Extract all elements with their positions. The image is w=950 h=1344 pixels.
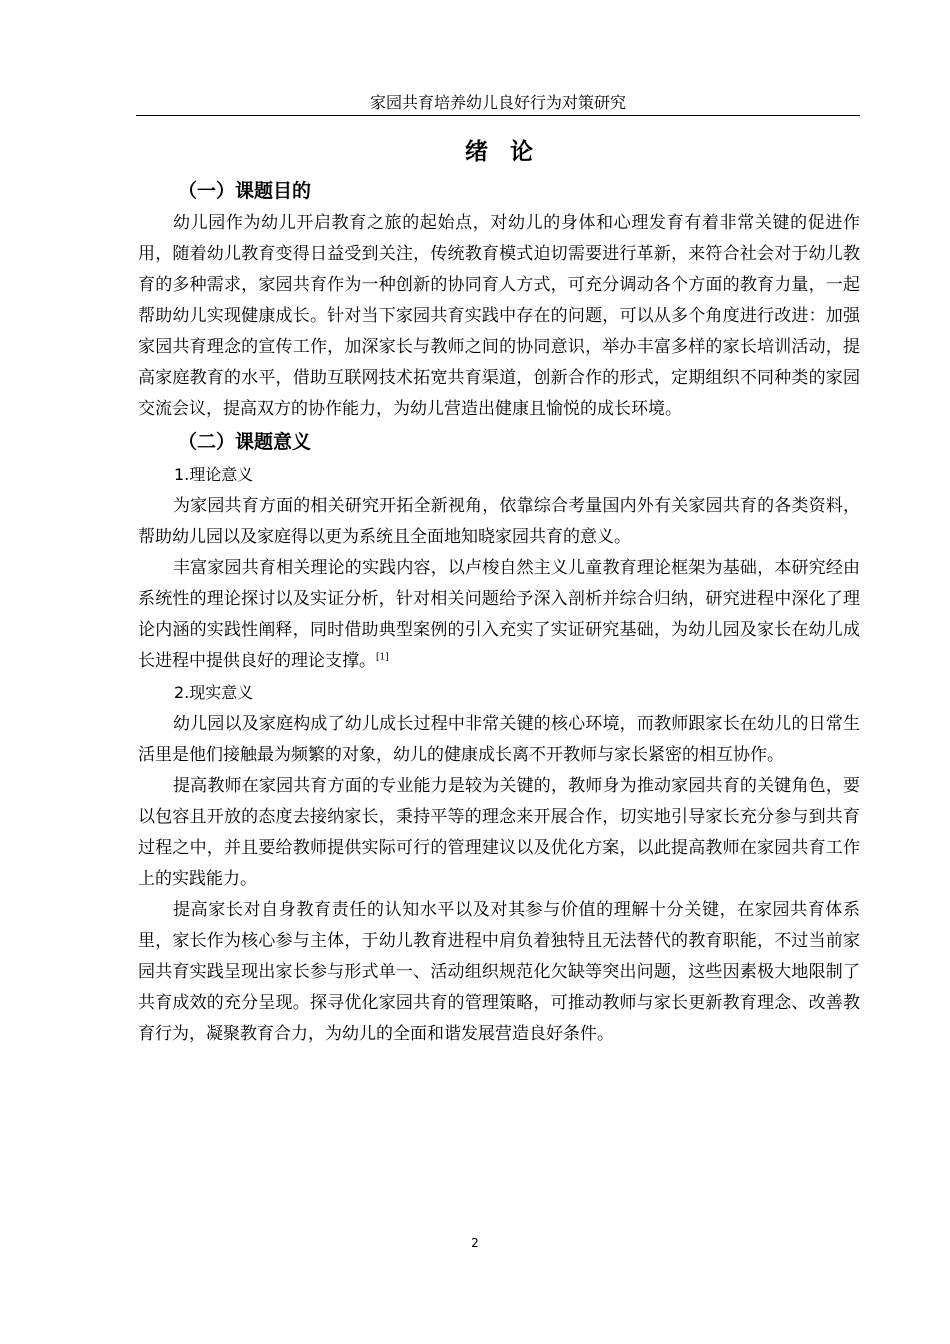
paragraph-purpose: 幼儿园作为幼儿开启教育之旅的起始点，对幼儿的身体和心理发育有着非常关键的促进作用，随着幼儿教育变得日益受到关注，传统教育模式迫切需要进行革新，来符合社会对于幼儿教育的多种需求，家园共育作为一种创新的协同育人方式，可充分调动各个方面的教育力量，一起帮助幼儿实现健康成长。针对当下家园共育实践中存在的问题，可以从多个角度进行改进：加强家园共育理念的宣传工作，加深家长与教师之间的协同意识，举办丰富多样的家长培训活动，提高家庭教育的水平，借助互联网技术拓宽共育渠道，创新合作的形式，定期组织不同种类的家园交流会议，提高双方的协作能力，为幼儿营造出健康且愉悦的成长环境。 <box>138 213 860 419</box>
paragraph-practical-2: 提高教师在家园共育方面的专业能力是较为关键的，教师身为推动家园共育的关键角色，要以包容且开放的态度去接纳家长，秉持平等的理念来开展合作，切实地引导家长充分参与到共育过程之中，并且要给教师提供实际可行的管理建议以及优化方案，以此提高教师在家园共育工作上的实践能力。 <box>138 776 860 889</box>
citation-marker[interactable]: [1] <box>376 652 389 663</box>
paragraph-theoretical-1: 为家园共育方面的相关研究开拓全新视角，依靠综合考量国内外有关家园共育的各类资料，帮助幼儿园以及家庭得以更为系统且全面地知晓家园共育的意义。 <box>138 496 860 547</box>
section-heading-purpose: （一）课题目的 <box>178 180 312 202</box>
header-divider <box>136 115 860 116</box>
chapter-title: 绪论 <box>465 139 555 165</box>
running-header: 家园共育培养幼儿良好行为对策研究 <box>369 93 626 112</box>
subsection-heading-practical: 2.现实意义 <box>174 683 254 702</box>
section-heading-significance: （二）课题意义 <box>178 431 312 453</box>
paragraph-practical-3: 提高家长对自身教育责任的认知水平以及对其参与价值的理解十分关键，在家园共育体系里，家长作为核心参与主体，于幼儿教育进程中肩负着独特且无法替代的教育职能，不过当前家园共育实践呈现出家长参与形式单一、活动组织规范化欠缺等突出问题，这些因素极大地限制了共育成效的充分呈现。探寻优化家园共育的管理策略，可推动教师与家长更新教育理念、改善教育行为，凝聚教育合力，为幼儿的全面和谐发展营造良好条件。 <box>138 900 860 1044</box>
paragraph-theoretical-2-text: 丰富家园共育相关理论的实践内容，以卢梭自然主义儿童教育理论框架为基础，本研究经由系统性的理论探讨以及实证分析，针对相关问题给予深入剖析并综合归纳，研究进程中深化了理论内涵的实践性阐释，同时借助典型案例的引入充实了实证研究基础，为幼儿园及家长在幼儿成长进程中提供良好的理论支撑。 <box>138 558 860 671</box>
page-number: 2 <box>471 1236 479 1250</box>
subsection-heading-theoretical: 1.理论意义 <box>174 465 254 484</box>
paragraph-practical-1: 幼儿园以及家庭构成了幼儿成长过程中非常关键的核心环境，而教师跟家长在幼儿的日常生活里是他们接触最为频繁的对象，幼儿的健康成长离不开教师与家长紧密的相互协作。 <box>138 714 860 765</box>
page-body <box>138 132 860 1050</box>
paragraph-theoretical-2 <box>138 553 860 677</box>
